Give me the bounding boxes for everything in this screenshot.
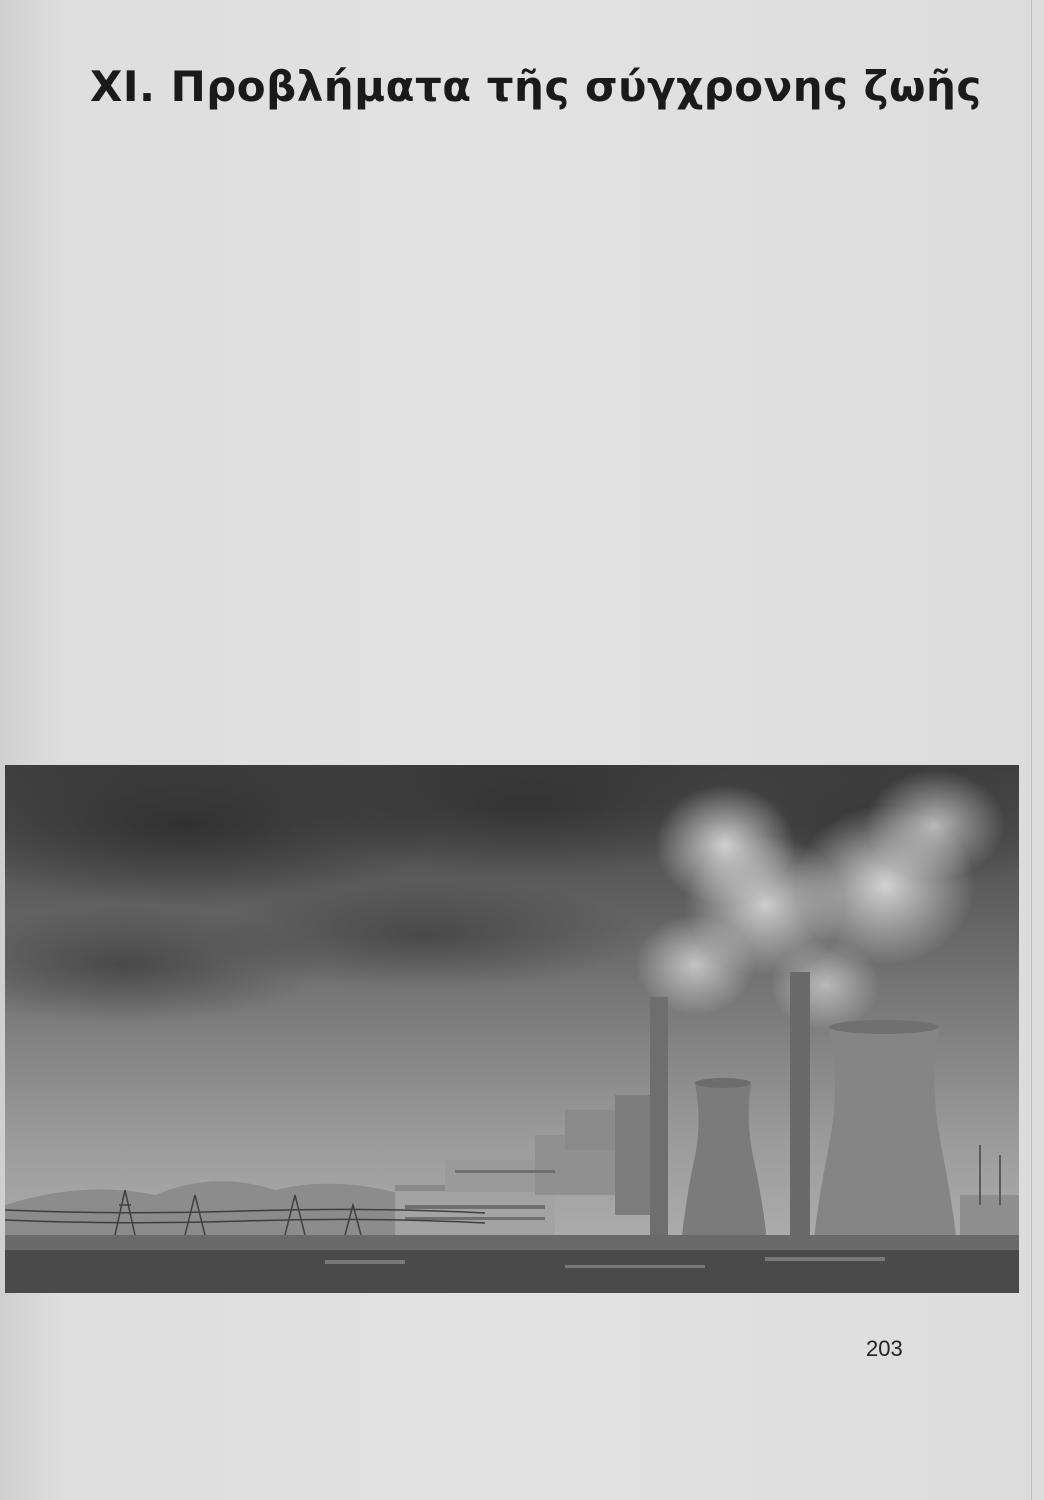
chapter-title: XI. Προβλήματα τῆς σύγχρονης ζωῆς [90, 62, 982, 111]
page-number: 203 [866, 1336, 903, 1361]
power-plant-photo [5, 765, 1019, 1293]
page-edge-line [1031, 0, 1032, 1500]
